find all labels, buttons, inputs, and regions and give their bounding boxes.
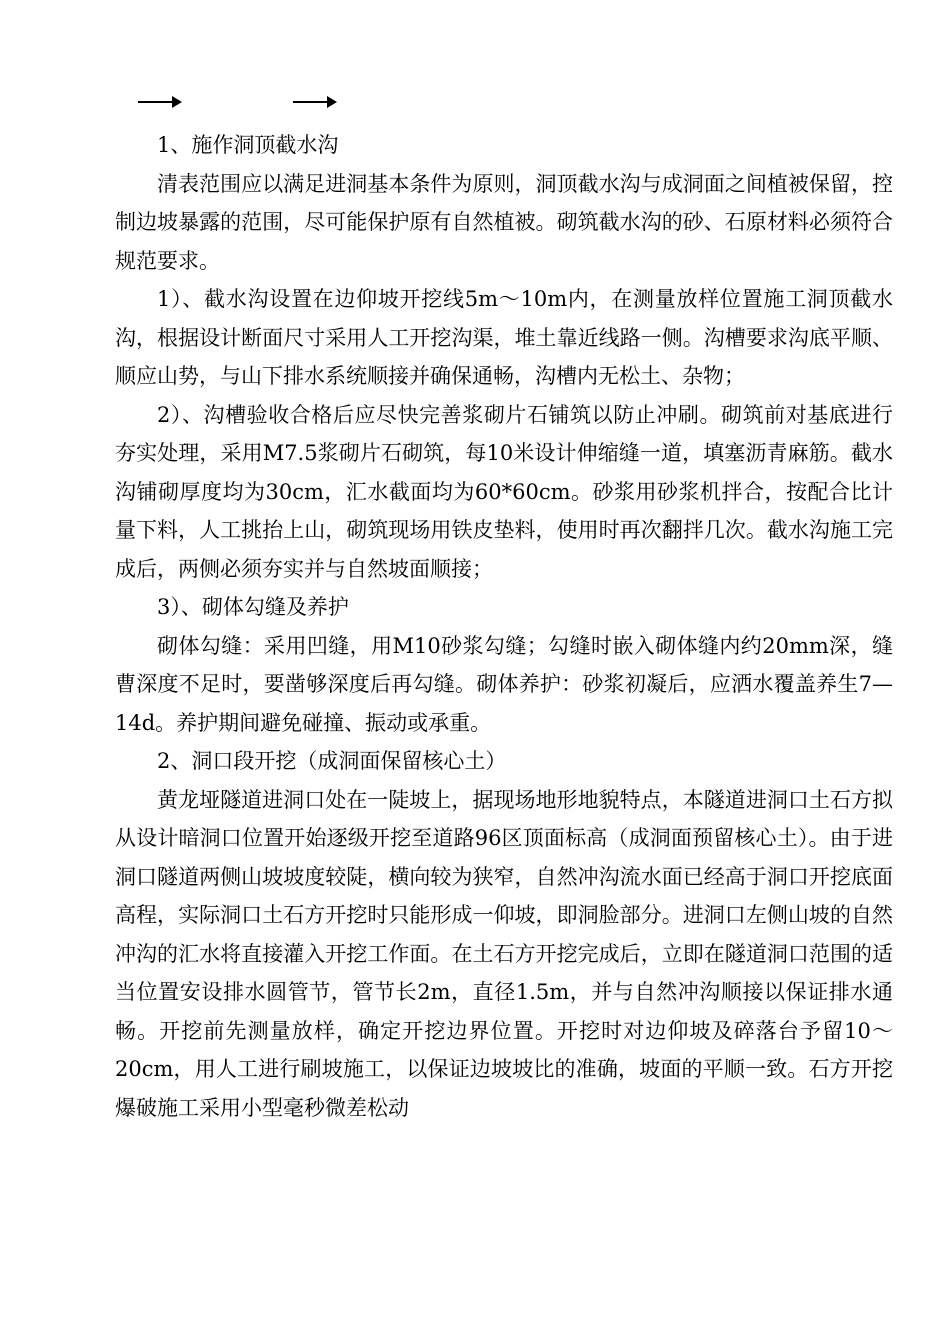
paragraph: 2）、沟槽验收合格后应尽快完善浆砌片石铺筑以防止冲刷。砌筑前对基底进行夯实处理，采用M7.5浆砌片石砌筑，每10米设计伸缩缝一道，填塞沥青麻筋。截水沟铺砌厚度均为30cm，汇水截面均为60*60cm。砂浆用砂浆机拌合，按配合比计量下料，人工挑抬上山，砌筑现场用铁皮垫料，使用时再次翻拌几次。截水沟施工完成后，两侧必须夯实并与自然坡面顺接； — [115, 402, 893, 581]
arrow-right-icon — [138, 93, 184, 111]
section-heading-2: 2、洞口段开挖（成洞面保留核心土） — [157, 749, 507, 773]
paragraph: 1）、截水沟设置在边仰坡开挖线5m～10m内，在测量放样位置施工洞顶截水沟，根据设计断面尺寸采用人工开挖沟渠，堆土靠近线路一侧。沟槽要求沟底平顺、顺应山势，与山下排水系统顺接并确保通畅，沟槽内无松土、杂物； — [115, 287, 893, 388]
paragraph: 黄龙垭隧道进洞口处在一陡坡上，据现场地形地貌特点，本隧道进洞口土石方拟从设计暗洞口位置开始逐级开挖至道路96区顶面标高（成洞面预留核心土）。由于进洞口隧道两侧山坡坡度较陡，横向较为狭窄，自然冲沟流水面已经高于洞口开挖底面高程，实际洞口土石方开挖时只能形成一仰坡，即洞脸部分。进洞口左侧山坡的自然冲沟的汇水将直接灌入开挖工作面。在土石方开挖完成后，立即在隧道洞口范围的适当位置安设排水圆管节，管节长2m，直径1.5m，并与自然冲沟顺接以保证排水通畅。开挖前先测量放样，确定开挖边界位置。开挖时对边仰坡及碎落台予留10～20cm，用人工进行刷坡施工，以保证边坡坡比的准确，坡面的平顺一致。石方开挖爆破施工采用小型毫秒微差松动 — [115, 787, 893, 1120]
arrow-right-icon — [293, 93, 339, 111]
document-body — [115, 126, 893, 1127]
paragraph: 清表范围应以满足进洞基本条件为原则，洞顶截水沟与成洞面之间植被保留，控制边坡暴露的范围，尽可能保护原有自然植被。砌筑截水沟的砂、石原材料必须符合规范要求。 — [115, 171, 893, 273]
sub-heading: 3）、砌体勾缝及养护 — [157, 595, 349, 619]
section-heading-1: 1、施作洞顶截水沟 — [157, 133, 339, 157]
paragraph: 砌体勾缝：采用凹缝，用M10砂浆勾缝；勾缝时嵌入砌体缝内约20mm深，缝曹深度不足时，要凿够深度后再勾缝。砌体养护：砂浆初凝后，应洒水覆盖养生7—14d。养护期间避免碰撞、振动或承重。 — [115, 633, 893, 735]
arrow-marks — [138, 93, 358, 113]
